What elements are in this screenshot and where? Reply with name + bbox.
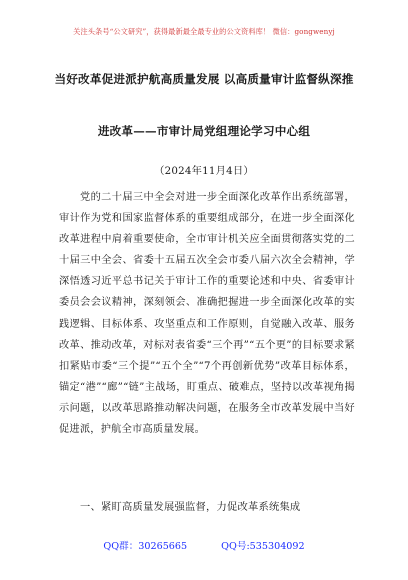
qq-footer [0,538,408,552]
body-paragraph: 党的二十届三中全会对进一步全面深化改革作出系统部署，审计作为党和国家监督体系的重要组成部分，在进一步全面深化改革进程中肩着重要使命，全市审计机关应全面贯彻落实党的二十届三中全会、省委十五届五次全会市委八届六次全会精神，学深悟透习近平总书记关于审计工作的重要论述和中央、省委审计委员会会议精神，深刻领会、准确把握进一步全面深化改革的实践逻辑、目标体系、攻坚重点和工作原则，自觉融入改革、服务改革、推动改革，对标对表省委“三个再”“五个更”的目标要求紧扣紧贴市委“三个提”“五个全”“7个再创新优势”改革目标体系，锚定“港”“廊”“链”主战场，盯重点、破难点，坚持以改革视角揭示问题，以改革思路推动解决问题，在服务全市改革发展中当好促进派，护航全市高质量发展。 [59,192,355,436]
qq-number: QQ号:535304092 [221,541,305,552]
section-heading: 一、紧盯高质量发展强监督，力促改革系统集成 [80,501,301,513]
top-banner: 关注头条号“公文研究”，获得最新最全最专业的公文资料库！ 微信：gongwenyj [73,27,335,36]
document-title-line-2: 进改革——市审计局党组理论学习中心组 [97,124,311,138]
qq-group-number: QQ群：30265665 [103,541,188,552]
document-date: （2024年11月4日） [154,165,254,177]
document-title-line-1: 当好改革促进派护航高质量发展 以高质量审计监督纵深推 [54,72,354,86]
